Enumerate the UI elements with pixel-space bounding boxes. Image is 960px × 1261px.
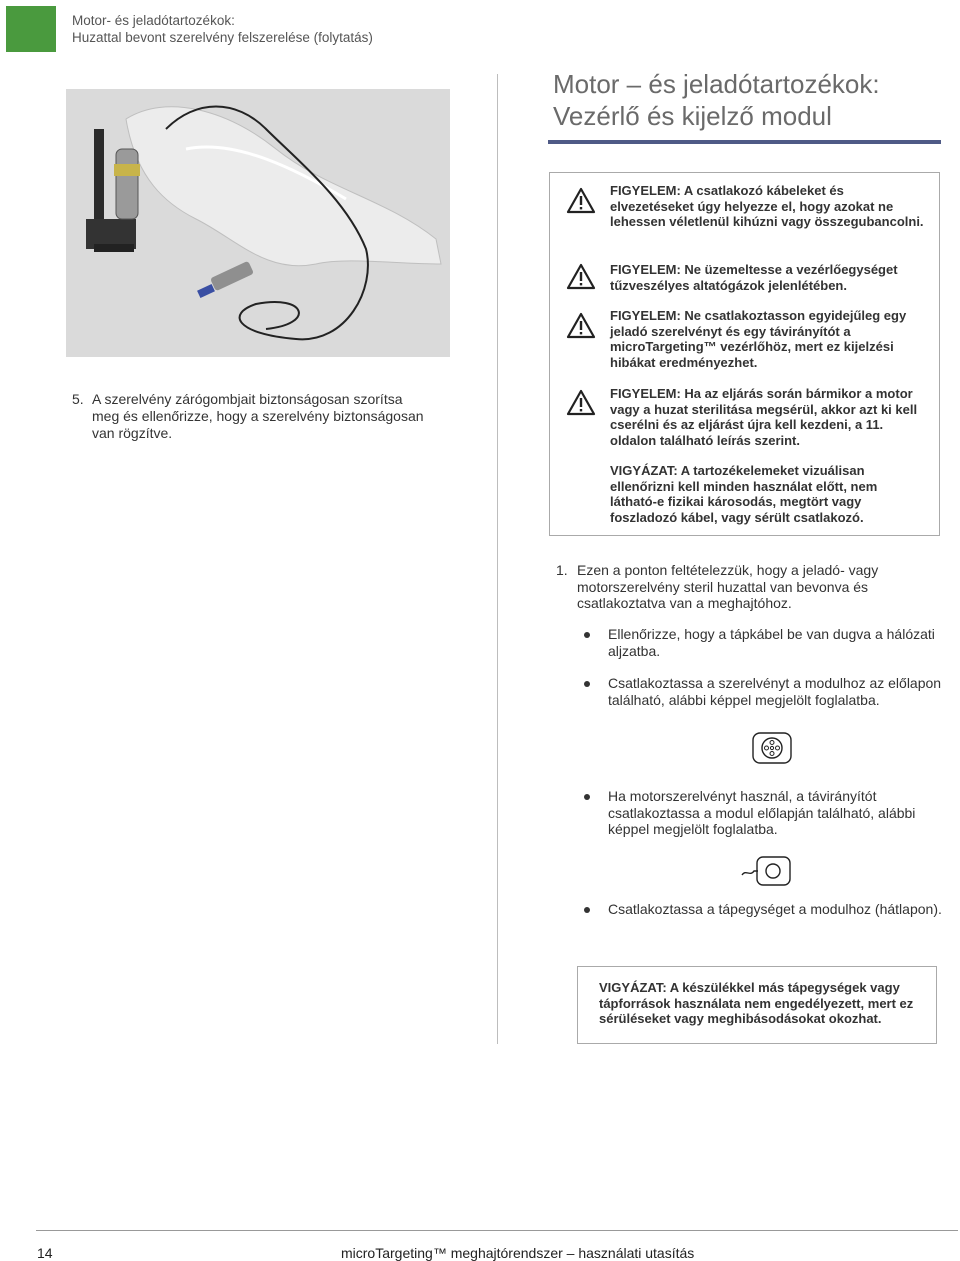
running-header-line2: Huzattal bevont szerelvény felszerelése (folytatás) (72, 30, 373, 45)
column-divider (497, 74, 498, 1044)
step-1-number: 1. (556, 562, 568, 578)
section-title (553, 68, 880, 132)
bullet-text: Csatlakoztassa a tápegységet a modulhoz (hátlapon). (608, 901, 942, 917)
section-title-line1: Motor – és jeladótartozékok: (553, 69, 880, 99)
running-header (72, 12, 373, 46)
warning-triangle-icon (566, 187, 596, 214)
list-item (584, 901, 959, 918)
step-5-text: A szerelvény zárógombjait biztonságosan szorítsa meg és ellenőrizze, hogy a szerelvény biztonságosan van rögzítve. (92, 391, 424, 441)
chapter-color-tab (6, 6, 56, 52)
caution-power-box (577, 966, 937, 1044)
warning-flammable-gas: FIGYELEM: Ne üzemeltesse a vezérlőegységet tűzveszélyes altatógázok jelenlétében. (610, 262, 898, 293)
bullet-dot (584, 794, 590, 800)
bullet-dot (584, 681, 590, 687)
footer-title: microTargeting™ meghajtórendszer – használati utasítás (341, 1245, 695, 1261)
step-5-number: 5. (72, 391, 84, 407)
section-title-line2: Vezérlő és kijelző modul (553, 101, 832, 131)
assembly-photo (66, 89, 450, 357)
bullet-dot (584, 632, 590, 638)
list-item (584, 626, 949, 659)
bullet-text: Ellenőrizze, hogy a tápkábel be van dugva a hálózati aljzatba. (608, 626, 935, 659)
step-1-text: Ezen a ponton feltételezzük, hogy a jeladó- vagy motorszerelvény steril huzattal van bevonva és csatlakoztatva van a meghajtóhoz. (577, 562, 879, 611)
list-item (584, 675, 954, 708)
bullet-text: Ha motorszerelvényt használ, a távirányítót csatlakoztassa a modul előlapján található, alábbi képpel megjelölt foglalatba. (608, 788, 916, 837)
page-number: 14 (37, 1245, 53, 1261)
warning-sterility: FIGYELEM: Ha az eljárás során bármikor a motor vagy a huzat sterilitása megsérül, akkor azt ki kell cserélni és az eljárást újra kell kezdeni, a 11. oldalon található leírás szerint. (610, 386, 918, 448)
warning-box (549, 172, 940, 536)
warning-triangle-icon (566, 389, 596, 416)
title-underline-bar (548, 140, 941, 144)
footer-rule (36, 1230, 958, 1231)
running-header-line1: Motor- és jeladótartozékok: (72, 13, 235, 28)
bullet-text: Csatlakoztassa a szerelvényt a modulhoz az előlapon található, alábbi képpel megjelölt foglalatba. (608, 675, 942, 708)
step-1 (556, 562, 946, 612)
remote-socket-icon (740, 855, 792, 887)
caution-visual-inspection: VIGYÁZAT: A tartozékelemeket vizuálisan ellenőrizni kell minden használat előtt, nem látható-e fizikai károsodás, megtört vagy foszladozó kábel, vagy sérült csatlakozó. (610, 463, 878, 525)
warning-cable-routing: FIGYELEM: A csatlakozó kábeleket és elvezetéseket úgy helyezze el, hogy azokat ne lehessen véletlenül kihúzni vagy összegubancolni. (610, 183, 924, 229)
list-item (584, 788, 949, 838)
assembly-socket-icon (751, 731, 793, 765)
step-5 (72, 391, 432, 442)
caution-power-text: VIGYÁZAT: A készülékkel más tápegységek vagy tápforrások használata nem engedélyezett, mert ez sérüléseket vagy meghibásodásokat okozhat. (599, 980, 914, 1026)
warning-triangle-icon (566, 312, 596, 339)
warning-simultaneous-connection: FIGYELEM: Ne csatlakoztasson egyidejűleg egy jeladó szerelvényt és egy távirányítót a microTargeting™ vezérlőhöz, mert ez kijelzési hibákat eredményezhet. (610, 308, 907, 370)
bullet-dot (584, 907, 590, 913)
warning-triangle-icon (566, 263, 596, 290)
